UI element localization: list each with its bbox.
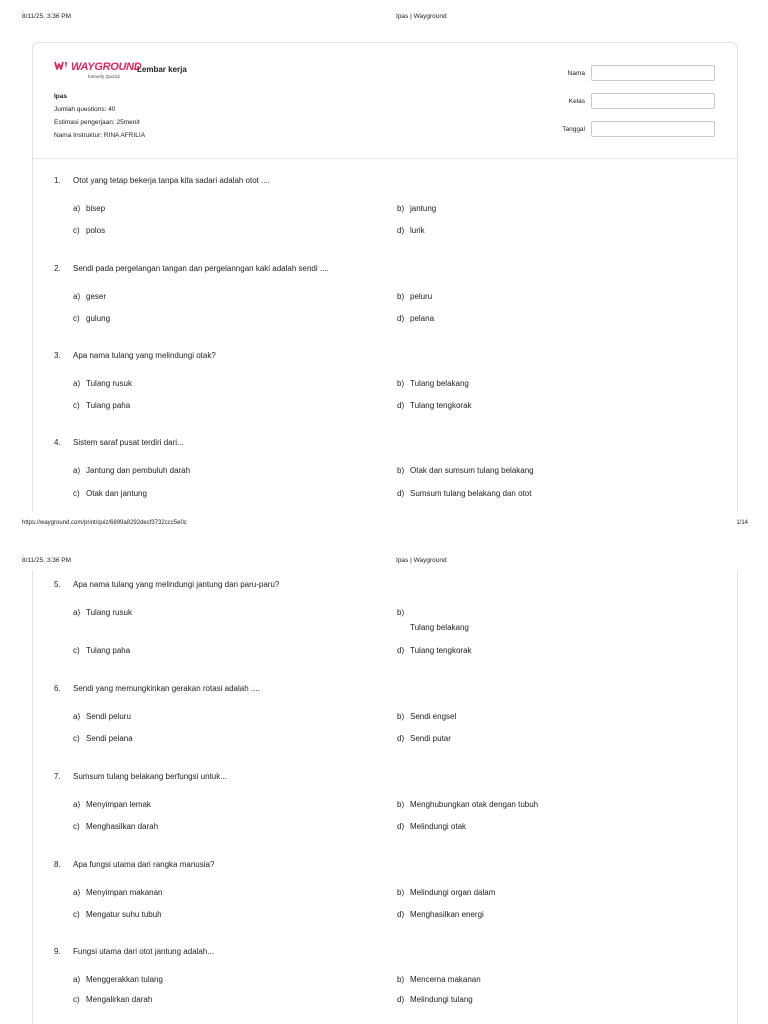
option-c[interactable]: c) Mengatur suhu tubuh <box>73 910 162 919</box>
class-label: Kelas <box>568 97 585 105</box>
question-count: Jumlah questions: 40 <box>54 106 116 113</box>
option-c[interactable]: c) gulung <box>73 314 111 323</box>
date-field[interactable] <box>591 121 715 137</box>
option-a[interactable]: a) Sendi peluru <box>73 712 131 721</box>
question-stem: 7. Sumsum tulang belakang berfungsi untuk... <box>54 772 227 781</box>
worksheet-page-1 <box>32 42 738 512</box>
question-stem: 3. Apa nama tulang yang melindungi otak? <box>54 351 216 360</box>
option-c[interactable]: c) Menghasilkan darah <box>73 822 159 831</box>
option-d[interactable]: d) Menghasilkan energi <box>397 910 484 919</box>
class-field-row <box>553 93 715 109</box>
option-b[interactable]: b) Sendi engsel <box>397 712 457 721</box>
date-label: Tanggal <box>562 125 585 133</box>
name-field-row <box>553 65 715 81</box>
worksheet-page-2 <box>32 570 738 1024</box>
option-a[interactable]: a) bisep <box>73 204 106 213</box>
option-d[interactable]: d) pelana <box>397 314 435 323</box>
name-field[interactable] <box>591 65 715 81</box>
option-a[interactable]: a) Menyimpan lemak <box>73 800 151 809</box>
question-stem: 4. Sistem saraf pusat terdiri dari... <box>54 438 184 447</box>
logo-text: WAYGROUND <box>71 61 142 73</box>
option-a[interactable]: a) Tulang rusuk <box>73 608 132 617</box>
logo-subtext: formerly Quizizz <box>88 74 121 79</box>
question-stem: 1. Otot yang tetap bekerja tanpa kita sadari adalah otot .... <box>54 176 271 185</box>
print-title: Ipas | Wayground <box>396 557 447 564</box>
option-b[interactable]: b) Melindungi organ dalam <box>397 888 496 897</box>
page-number: 1/14 <box>736 520 748 526</box>
option-d[interactable]: d) Tulang tengkorak <box>397 401 472 410</box>
print-date: 8/11/25, 3:36 PM <box>22 557 72 564</box>
option-d[interactable]: d) Sumsum tulang belakang dan otot <box>397 489 532 498</box>
estimated-time: Estimasi pengerjaan: 25menit <box>54 119 140 126</box>
question-stem: 9. Fungsi utama dari otot jantung adalah... <box>54 947 214 956</box>
print-url: https://wayground.com/print/quiz/6899a8292decf3732ccc5e0c <box>22 520 187 526</box>
option-b[interactable]: b) Mencerna makanan <box>397 975 481 984</box>
option-d[interactable]: d) Tulang tengkorak <box>397 646 472 655</box>
option-c[interactable]: c) Mengalirkan darah <box>73 995 153 1004</box>
option-d[interactable]: d) Sendi putar <box>397 734 451 743</box>
question-stem: 6. Sendi yang memungkinkan gerakan rotasi adalah .... <box>54 684 260 693</box>
question-stem: 5. Apa nama tulang yang melindungi jantung dan paru-paru? <box>54 580 280 589</box>
worksheet-meta <box>54 90 145 142</box>
print-title: Ipas | Wayground <box>396 13 447 20</box>
option-c[interactable]: c) polos <box>73 226 106 235</box>
option-b[interactable]: b) Menghubungkan otak dengan tubuh <box>397 800 539 809</box>
print-date: 8/11/25, 3:36 PM <box>22 13 72 20</box>
class-field[interactable] <box>591 93 715 109</box>
option-a[interactable]: a) geser <box>73 292 107 301</box>
option-a[interactable]: a) Jantung dan pembuluh darah <box>73 466 191 475</box>
question-stem: 8. Apa fungsi utama dari rangka manusia? <box>54 860 215 869</box>
option-c[interactable]: c) Otak dan jantung <box>73 489 147 498</box>
wayground-logo-icon <box>54 61 68 73</box>
option-b[interactable]: b) Otak dan sumsum tulang belakang <box>397 466 534 475</box>
subject-name: Ipas <box>54 93 68 100</box>
date-field-row <box>553 121 715 137</box>
worksheet-header <box>33 43 737 159</box>
option-c[interactable]: c) Tulang paha <box>73 646 131 655</box>
name-label: Nama <box>567 69 585 77</box>
instructor-name: Nama Instruktur: RINA AFRILIA <box>54 132 146 139</box>
option-d[interactable]: d) Melindungi otak <box>397 822 467 831</box>
option-b[interactable]: b) jantung <box>397 204 437 213</box>
option-b[interactable]: b) peluru <box>397 292 433 301</box>
option-a[interactable]: a) Menggerakkan tulang <box>73 975 163 984</box>
option-b[interactable]: b) Tulang belakang <box>397 379 469 388</box>
option-b[interactable]: b) Tulang belakang <box>397 608 469 632</box>
option-a[interactable]: a) Menyimpan makanan <box>73 888 163 897</box>
option-a[interactable]: a) Tulang rusuk <box>73 379 132 388</box>
option-c[interactable]: c) Sendi pelana <box>73 734 133 743</box>
option-d[interactable]: d) lurik <box>397 226 425 235</box>
option-d[interactable]: d) Melindungi tulang <box>397 995 473 1004</box>
worksheet-title: Lembar kerja <box>137 65 187 74</box>
question-stem: 2. Sendi pada pergelangan tangan dan pergelanngan kaki adalah sendi .... <box>54 264 329 273</box>
wayground-logo <box>54 61 141 79</box>
option-c[interactable]: c) Tulang paha <box>73 401 131 410</box>
